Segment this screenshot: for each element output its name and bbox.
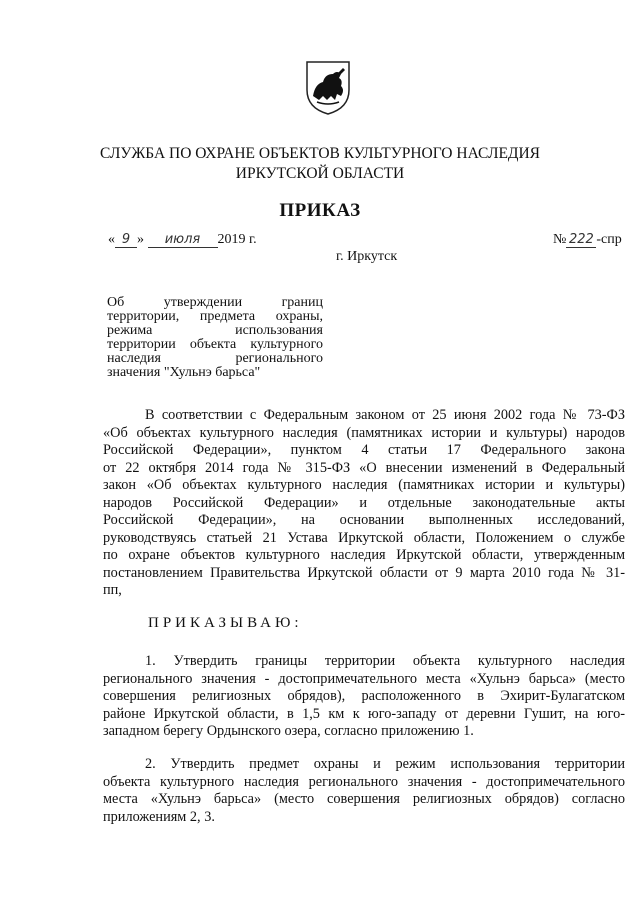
preamble-line: В соответствии с Федеральным законом от 25 июня 2002 года № 73-ФЗ	[145, 407, 625, 423]
preamble-paragraph	[103, 407, 625, 600]
subject-line: территории, предмета охраны,	[107, 309, 323, 324]
agency-name-line2: ИРКУТСКОЙ ОБЛАСТИ	[235, 165, 405, 182]
order-item-1	[103, 653, 625, 741]
item-line: регионального значения - достопримечательного места «Хульнэ барьса» (место	[103, 670, 625, 687]
preamble-line: народов Российской Федерации» и отдельные законодательные акты	[103, 494, 625, 511]
subject-line: наследия регионального	[107, 351, 323, 366]
item-line: 1. Утвердить границы территории объекта культурного наследия	[145, 653, 625, 669]
city: г. Иркутск	[336, 249, 398, 264]
preamble-line: по охране объектов культурного наследия Иркутской области, утвержденным	[103, 547, 625, 563]
coat-of-arms-emblem	[303, 58, 353, 116]
preamble-line: Российской Федерации», пунктом 4 статьи 17 Федерального закона	[103, 442, 625, 458]
date-close-quote: »	[137, 232, 144, 247]
irkutsk-coat-of-arms-icon	[303, 58, 353, 116]
item-line: места «Хульнэ барьса» (место совершения религиозных обрядов) согласно	[103, 791, 625, 807]
number-sign: №	[553, 232, 567, 247]
agency-name-line1: СЛУЖБА ПО ОХРАНЕ ОБЪЕКТОВ КУЛЬТУРНОГО НАСЛЕДИЯ	[99, 145, 541, 162]
subject-line: режима использования	[107, 323, 323, 338]
preamble-line: от 22 октября 2014 года № 315-ФЗ «О внесении изменений в Федеральный	[103, 459, 625, 476]
number-suffix: -спр	[596, 232, 622, 247]
date-day: 9	[115, 232, 137, 248]
date-month: июля	[148, 232, 218, 248]
item-line: западном берегу Ордынского озера, согласно приложению 1.	[103, 723, 474, 739]
subject-line: Об утверждении границ	[107, 295, 323, 310]
document-title: ПРИКАЗ	[279, 200, 361, 221]
order-number	[553, 232, 622, 248]
preamble-line: постановлением Правительства Иркутской области от 9 марта 2010 года № 31-	[103, 564, 625, 581]
preamble-line: руководствуясь статьей 21 Устава Иркутской области, Положением о службе	[103, 529, 625, 546]
order-item-2	[103, 756, 625, 826]
order-subject	[107, 296, 323, 380]
preamble-line: «Об объектах культурного наследия (памятниках истории и культуры) народов	[103, 424, 625, 441]
preamble-line: закон «Об объектах культурного наследия (памятниках истории и культуры)	[103, 477, 625, 493]
date-open-quote: «	[108, 232, 115, 247]
item-line: 2. Утвердить предмет охраны и режим использования территории	[145, 756, 625, 772]
item-line: приложениям 2, 3.	[103, 808, 215, 825]
subject-line: территории объекта культурного	[107, 337, 323, 352]
item-line: совершения религиозных обрядов), расположенного в Эхирит-Булагатском	[103, 688, 625, 704]
number-value: 222	[566, 232, 596, 248]
item-line: районе Иркутской области, в 1,5 км к юго-западу от деревни Гушит, на юго-	[103, 705, 625, 722]
order-word: ПРИКАЗЫВАЮ:	[148, 615, 303, 631]
order-date	[108, 232, 257, 248]
preamble-line: Российской Федерации», на основании выполненных исследований,	[103, 512, 625, 528]
item-line: объекта культурного наследия регионального значения - достопримечательного	[103, 773, 625, 790]
date-year: 2019 г.	[217, 232, 257, 247]
subject-line: значения "Хульнэ барьса"	[107, 365, 261, 380]
preamble-line: пп,	[103, 582, 122, 598]
